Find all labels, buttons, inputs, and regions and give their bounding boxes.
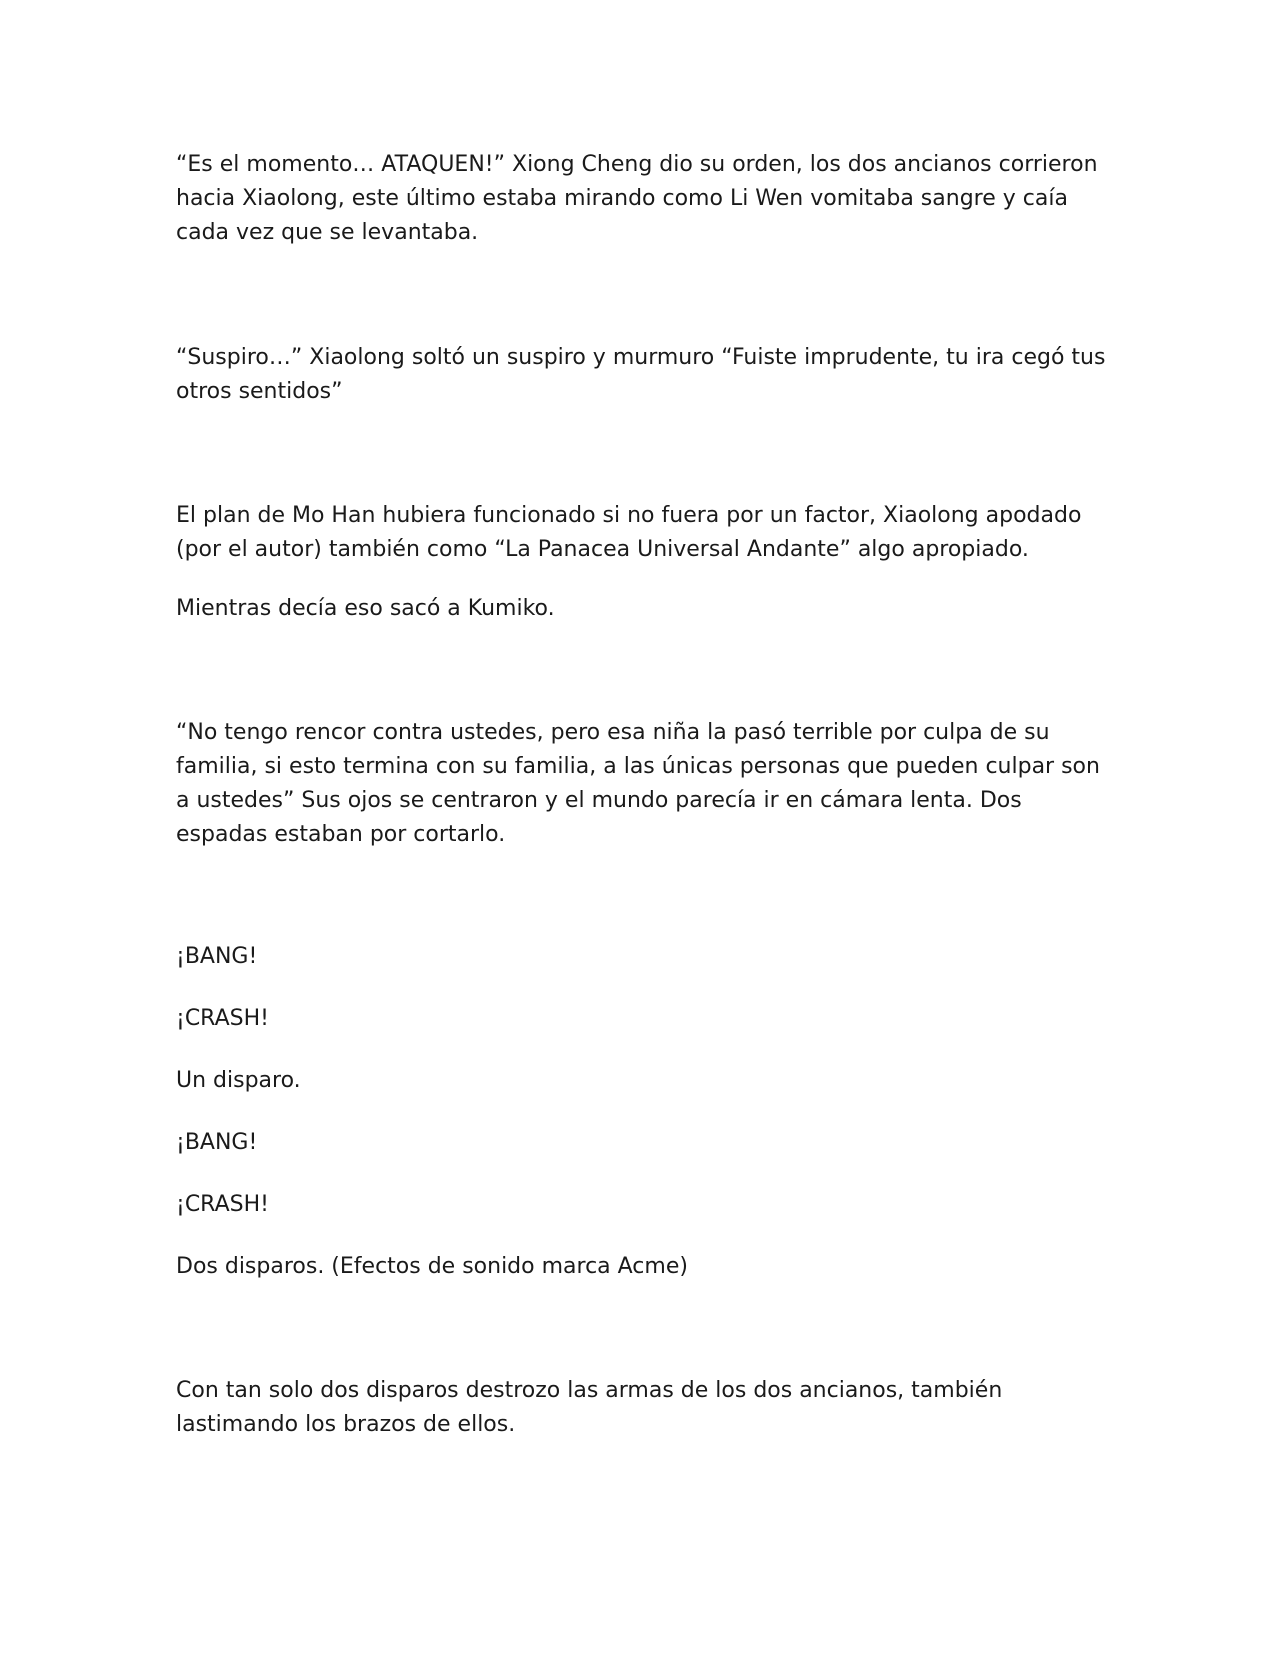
paragraph-attack-order: “Es el momento… ATAQUEN!” Xiong Cheng dio su orden, los dos ancianos corrieron hacia Xiaolong, este último estaba mirando como Li Wen vomitaba sangre y caía cada vez que se levantaba.: [176, 152, 1098, 245]
paragraph-crash-2: ¡CRASH!: [176, 1192, 269, 1217]
paragraph-bang-1: ¡BANG!: [176, 944, 258, 969]
paragraph-sigh: “Suspiro…” Xiaolong soltó un suspiro y murmuro “Fuiste imprudente, tu ira cegó tus otros sentidos”: [176, 345, 1106, 404]
paragraph-one-shot: Un disparo.: [176, 1068, 301, 1093]
paragraph-plan: El plan de Mo Han hubiera funcionado si no fuera por un factor, Xiaolong apodado (por el autor) también como “La Panacea Universal Andante” algo apropiado.: [176, 503, 1082, 562]
paragraph-weapons-destroyed: Con tan solo dos disparos destrozo las armas de los dos ancianos, también lastimando los brazos de ellos.: [176, 1378, 1003, 1437]
paragraph-kumiko: Mientras decía eso sacó a Kumiko.: [176, 596, 555, 621]
paragraph-bang-2: ¡BANG!: [176, 1130, 258, 1155]
paragraph-no-grudge: “No tengo rencor contra ustedes, pero esa niña la pasó terrible por culpa de su familia, si esto termina con su familia, a las únicas personas que pueden culpar son a ustedes” Sus ojos se centraron y el mundo parecía ir en cámara lenta. Dos espadas estaban por cortarlo.: [176, 720, 1100, 847]
paragraph-crash-1: ¡CRASH!: [176, 1006, 269, 1031]
paragraph-two-shots: Dos disparos. (Efectos de sonido marca Acme): [176, 1254, 688, 1279]
